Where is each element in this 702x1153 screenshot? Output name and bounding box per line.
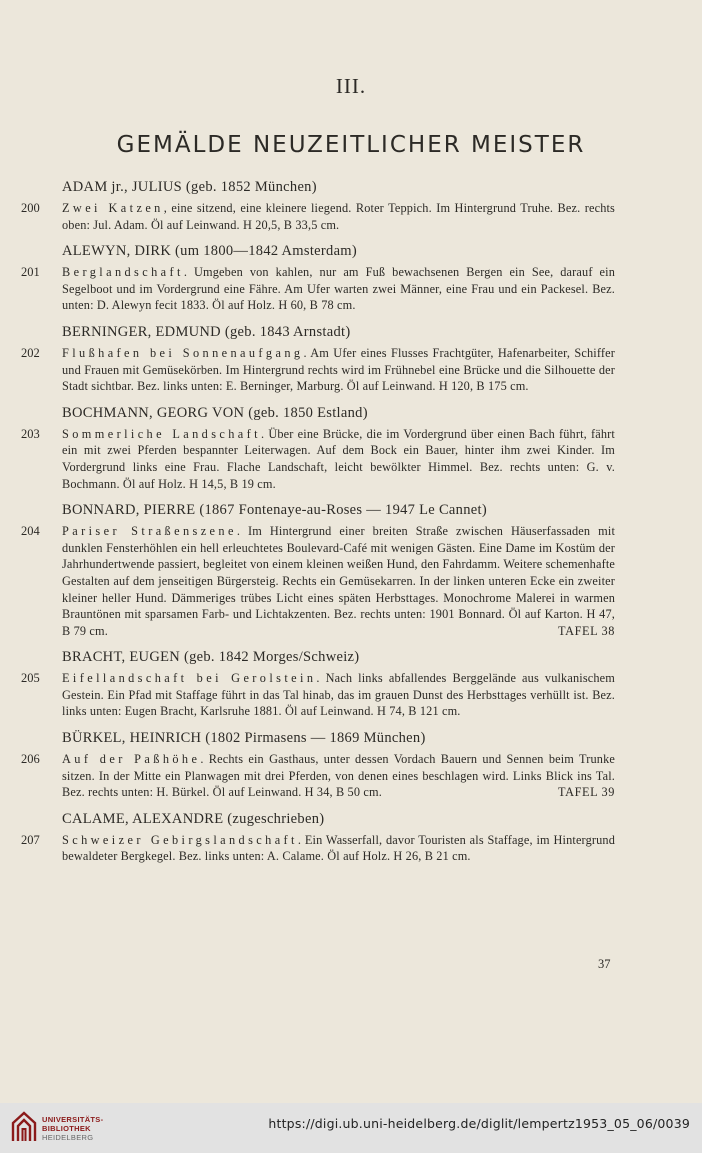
description-text: . Über eine Brücke, die im Vordergrund über einen Bach führt, fährt ein mit zwei Pferden bespannter Leiterwagen. Auf dem Bock ein Bauer, hinter ihm zwei Kinder. Im Vordergrund links eine Frau. Flache Landschaft, leicht bewölkter Himmel. Bez. rechts unten: G. v. Bochmann. Öl auf Holz. H 14,5, B 19 cm.: [62, 426, 615, 491]
plate-reference: TAFEL 39: [558, 785, 615, 800]
lot-number: 202: [21, 345, 40, 360]
lot-number: 203: [21, 426, 40, 441]
artist-heading: ALEWYN, DIRK (um 1800—1842 Amsterdam): [62, 243, 358, 260]
library-name-line: UNIVERSITÄTS-: [42, 1115, 104, 1124]
catalog-entry: [0, 729, 702, 801]
catalog-entry: [0, 648, 702, 720]
artist-heading: ADAM jr., JULIUS (geb. 1852 München): [62, 179, 317, 195]
artist-heading: BOCHMANN, GEORG VON (geb. 1850 Estland): [62, 404, 368, 421]
lot-number: 204: [21, 524, 40, 539]
artwork-title: Berglandschaft: [62, 265, 184, 280]
description-text: . Im Hintergrund einer breiten Straße zwischen Häuserfassaden mit dunklen Fensterhöhlen ein hell erleuchtetes Boulevard-Café mit wenigen Gästen. Eine Dame im Kostüm der Jahrhundertwende passiert, begleitet von einem kleinen weißen Hund, den Fahrdamm. Weitere schemenhafte Gestalten auf dem jenseitigen Bürgersteig. Rechts ein Gemüsekarren. In der linken unteren Ecke ein zweiter kleiner heller Hund. Dämmeriges trübes Licht eines späten Herbsttages. Monochrome Malerei in warmen Brauntönen mit sparsamen Farb- und Lichtakzenten. Bez. rechts unten: 1901 Bonnard. Öl auf Karton. H 47, B 79 cm.: [62, 524, 616, 638]
description-text: . Nach links abfallendes Berggelände aus vulkanischem Gestein. Ein Pfad mit Staffage führt in das Tal hinab, das im grauen Dunst des Herbsttages verhüllt ist. Bez. links unten: Eugen Bracht, Karlsruhe 1881. Öl auf Leinwand. H 74, B 121 cm.: [62, 671, 615, 719]
catalog-entry: [0, 178, 702, 233]
viewer-footer: [0, 1103, 702, 1153]
description-text: . Rechts ein Gasthaus, unter dessen Vordach Bauern und Sennen beim Trunke sitzen. In der Mitte ein Planwagen mit drei Pferden, von denen eines beschlagen wird. Links Blick ins Tal. Bez. rechts unten: H. Bürkel. Öl auf Leinwand. H 34, B 50 cm.: [62, 752, 615, 800]
artist-heading: BÜRKEL, HEINRICH (1802 Pirmasens — 1869 München): [62, 730, 426, 747]
entry-description: [62, 264, 615, 314]
entry-description: [62, 670, 615, 720]
artwork-title: Zwei Katzen: [62, 201, 164, 215]
description-text: . Umgeben von kahlen, nur am Fuß bewachsenen Bergen ein See, darauf ein Segelboot und im Vordergrund eine Fähre. Am Ufer warten zwei Männer, eine Frau und ein Packesel. Bez. unten: D. Alewyn fecit 1833. Öl auf Holz. H 60, B 78 cm.: [62, 265, 615, 313]
artist-heading: BERNINGER, EDMUND (geb. 1843 Arnstadt): [62, 323, 351, 340]
entry-description: [62, 426, 615, 492]
permalink-url[interactable]: https://digi.ub.uni-heidelberg.de/diglit/lempertz1953_05_06/0039: [268, 1116, 690, 1131]
university-library-logo[interactable]: [10, 1111, 38, 1143]
lot-number: 207: [21, 832, 40, 847]
lot-number: 200: [21, 201, 40, 215]
catalog-entries: [0, 178, 702, 874]
section-title: GEMÄLDE NEUZEITLICHER MEISTER: [116, 132, 586, 159]
artist-heading: CALAME, ALEXANDRE (zugeschrieben): [62, 810, 325, 827]
plate-reference: TAFEL 38: [558, 623, 615, 638]
page-number: 37: [598, 957, 611, 971]
artwork-title: Schweizer Gebirgslandschaft: [62, 832, 298, 847]
catalog-entry: [0, 404, 702, 492]
catalog-entry: [0, 323, 702, 395]
artwork-title: Auf der Paßhöhe: [62, 752, 201, 767]
catalog-entry: [0, 501, 702, 639]
entry-description: [62, 751, 615, 801]
artwork-title: Pariser Straßenszene: [62, 524, 237, 539]
library-name: [42, 1115, 103, 1142]
library-name-line: BIBLIOTHEK: [42, 1124, 91, 1133]
artwork-title: Flußhafen bei Sonnenaufgang: [62, 345, 304, 360]
entry-description: [62, 345, 615, 395]
entry-description: [62, 200, 615, 233]
description-text: , eine sitzend, eine kleinere liegend. Roter Teppich. Im Hintergrund Truhe. Bez. rechts oben: Jul. Adam. Öl auf Leinwand. H 20,5, B 33,5 cm.: [62, 201, 615, 232]
entry-description: [62, 832, 615, 865]
artist-heading: BRACHT, EUGEN (geb. 1842 Morges/Schweiz): [62, 649, 360, 666]
catalog-entry: [0, 810, 702, 865]
description-text: . Am Ufer eines Flusses Frachtgüter, Hafenarbeiter, Schiffer und Frauen mit Gemüsekörben. Im Hintergrund rechts wird im Frühnebel eine Brücke und die Silhouette der Stadt sichtbar. Bez. links unten: E. Berninger, Marburg. Öl auf Leinwand. H 120, B 175 cm.: [62, 345, 615, 394]
description-text: . Ein Wasserfall, davor Touristen als Staffage, im Hintergrund bewaldeter Bergkegel. Bez. links unten: A. Calame. Öl auf Holz. H 26, B 21 cm.: [62, 832, 616, 864]
lot-number: 201: [21, 265, 40, 280]
library-emblem-icon: [10, 1111, 38, 1143]
library-name-line: HEIDELBERG: [42, 1133, 94, 1142]
artwork-title: Sommerliche Landschaft: [62, 426, 261, 441]
catalog-entry: [0, 242, 702, 314]
lot-number: 205: [21, 671, 40, 686]
artist-heading: BONNARD, PIERRE (1867 Fontenaye-au-Roses — 1947 Le Cannet): [62, 502, 487, 519]
entry-description: [62, 523, 615, 639]
section-number: III.: [335, 74, 367, 98]
artwork-title: Eifellandschaft bei Gerolstein: [62, 671, 317, 686]
lot-number: 206: [21, 752, 40, 767]
